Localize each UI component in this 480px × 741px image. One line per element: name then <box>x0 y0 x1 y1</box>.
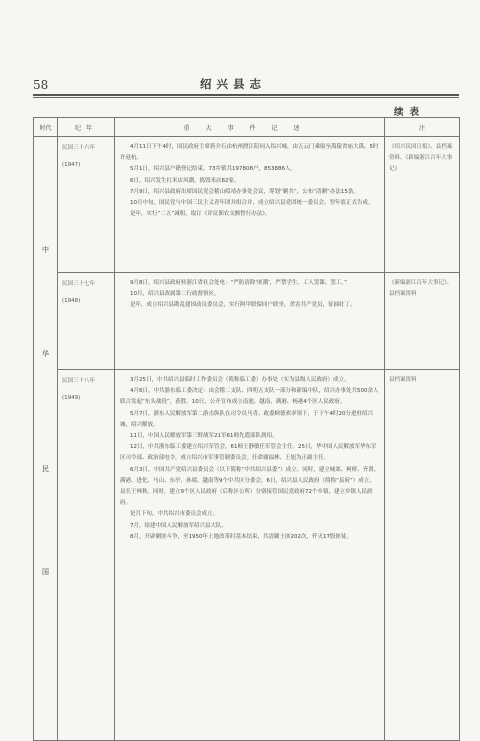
era-cell <box>34 137 58 741</box>
notes-cell: 《绍兴民国日报》、县档案资料、《新编浙江百年大事记》 <box>385 137 460 273</box>
table-row <box>34 273 460 370</box>
header-rule-thin <box>33 97 459 98</box>
col-header-notes: 注 <box>385 118 460 137</box>
event-entry: 5月1日，绍兴县户籍登记结束，73乡镇共197808户，853886人。 <box>130 166 296 173</box>
event-entry: 3月25日，中共绍兴县临时工作委员会（简称临工委）办事处（实为县级人民政府）成立。 <box>130 377 350 383</box>
event-entry: 6日，绍兴发生打米店风潮，捣毁米店82家。 <box>130 177 240 184</box>
notes-cell: 县档案资料 <box>385 370 460 741</box>
year-label: 民国三十八年 <box>62 378 96 384</box>
event-entry: 9月8日，绍兴县政府转浙江省社会处电：“严防清除‘匪潮’，严禁学生、工人罢课、罢工。” <box>130 280 347 286</box>
event-entry: 是年，实行“二五”减租，取订《评议佃农交额暂行办法》。 <box>130 211 271 218</box>
year-cell <box>58 273 115 370</box>
col-header-year: 纪年 <box>58 118 115 137</box>
table-row <box>34 137 460 273</box>
book-title: 绍兴县志 <box>200 77 266 91</box>
era-char: 民 <box>42 465 49 473</box>
year-label: 民国三十六年 <box>62 145 96 151</box>
events-cell <box>115 370 385 741</box>
table-header-row <box>34 118 460 137</box>
era-char: 华 <box>42 350 49 358</box>
event-entry: 7月，组建中国人民解放军绍兴县大队。 <box>130 522 228 529</box>
era-char: 国 <box>42 568 49 576</box>
col-header-events: 重大事件记述 <box>115 118 385 137</box>
events-cell <box>115 273 385 370</box>
year-label: 民国三十七年 <box>62 281 96 287</box>
header-rule <box>33 94 459 96</box>
events-cell <box>115 137 385 273</box>
event-entry: 11日，中国人民解放军第三野战军21军61师先遣部队到绍。 <box>130 433 278 440</box>
event-entry: 4月11日下午4时，国民政府主席蒋介石由杭州渡江陪同入绍兴城，由五云门乘船至禹陵省庙大禹。5时许返杭。 <box>120 144 379 162</box>
event-entry: 是月下旬，中共绍兴市委员会成立。 <box>130 511 219 518</box>
year-ad: (1948) <box>62 298 81 304</box>
year-cell <box>58 370 115 741</box>
notes-cell: 《新编浙江百年大事记》、县档案资料 <box>385 273 460 370</box>
year-ad: (1947) <box>62 162 81 168</box>
event-entry: 5月7日，浙东人民解放军第二游击纵队在司令员马青、政委顾德欢率领下，于下午4时20分进驻绍兴城，绍兴解放。 <box>120 410 373 428</box>
era-char: 中 <box>42 246 49 254</box>
event-entry: 是年，成立绍兴县勘乱建国动员委员会，实行阿甲联保同户联坐，杀害共产党员，征抽壮丁。 <box>130 302 356 309</box>
event-entry: 10月中旬，国民党与中国三民主义青年团并组合并，成立绍兴县党团统一委员会。翌年底正式告成。 <box>130 200 374 207</box>
event-entry: 4月6日，中共浙东临工委决定：由会稽二支队、四明五支队一部分和新编中队，绍兴办事处共500余人联合发起“东头战役”，获胜。10日，公开宣布成立南池、越南、满港、杨港4个区人民政府。 <box>120 388 379 406</box>
chronology-table <box>33 117 460 741</box>
event-entry: 12日，中共浙东临工委建立绍兴军管会，61师王静敏任军管会主任。25日，华中国人民解放军华东军区司令部、政治部电令，成立绍兴市军事管制委员会。任命谢福林、王旭为正副主任。 <box>120 444 377 462</box>
continued-label: 续表 <box>394 107 426 118</box>
year-ad: (1949) <box>62 395 81 401</box>
event-entry: 7月9日，绍兴县政府出席国民党会稽山绥靖办事处会议，筹划“剿共”，公布“清剿”办法15条。 <box>130 188 359 195</box>
event-entry: 10月，绍兴县改属第二行政督察区。 <box>130 291 220 298</box>
col-header-era: 时代 <box>34 118 58 137</box>
year-cell <box>58 137 115 273</box>
event-entry: 6月3日，中国共产党绍兴县委员会（以下简称“中共绍兴县委”）成立。同时，建立城郊、柯桥、齐贤、满港、进化、马山、东亭、孙端、越南等9个中共区分委会。6日，绍兴县人民政府（简称“县府”）成立，县长王林秋。同时，建立9个区人民政府（后称区公所）分别接管国民党政府72个乡镇，建立乡镇人民政府。 <box>120 466 380 507</box>
event-entry: 8月，开辟剿匪斗争，至1950年土地改革时基本结束，共清剿土匪202次，歼灭17股匪徒。 <box>130 533 352 540</box>
table-row <box>34 370 460 741</box>
page-number: 58 <box>33 78 49 92</box>
